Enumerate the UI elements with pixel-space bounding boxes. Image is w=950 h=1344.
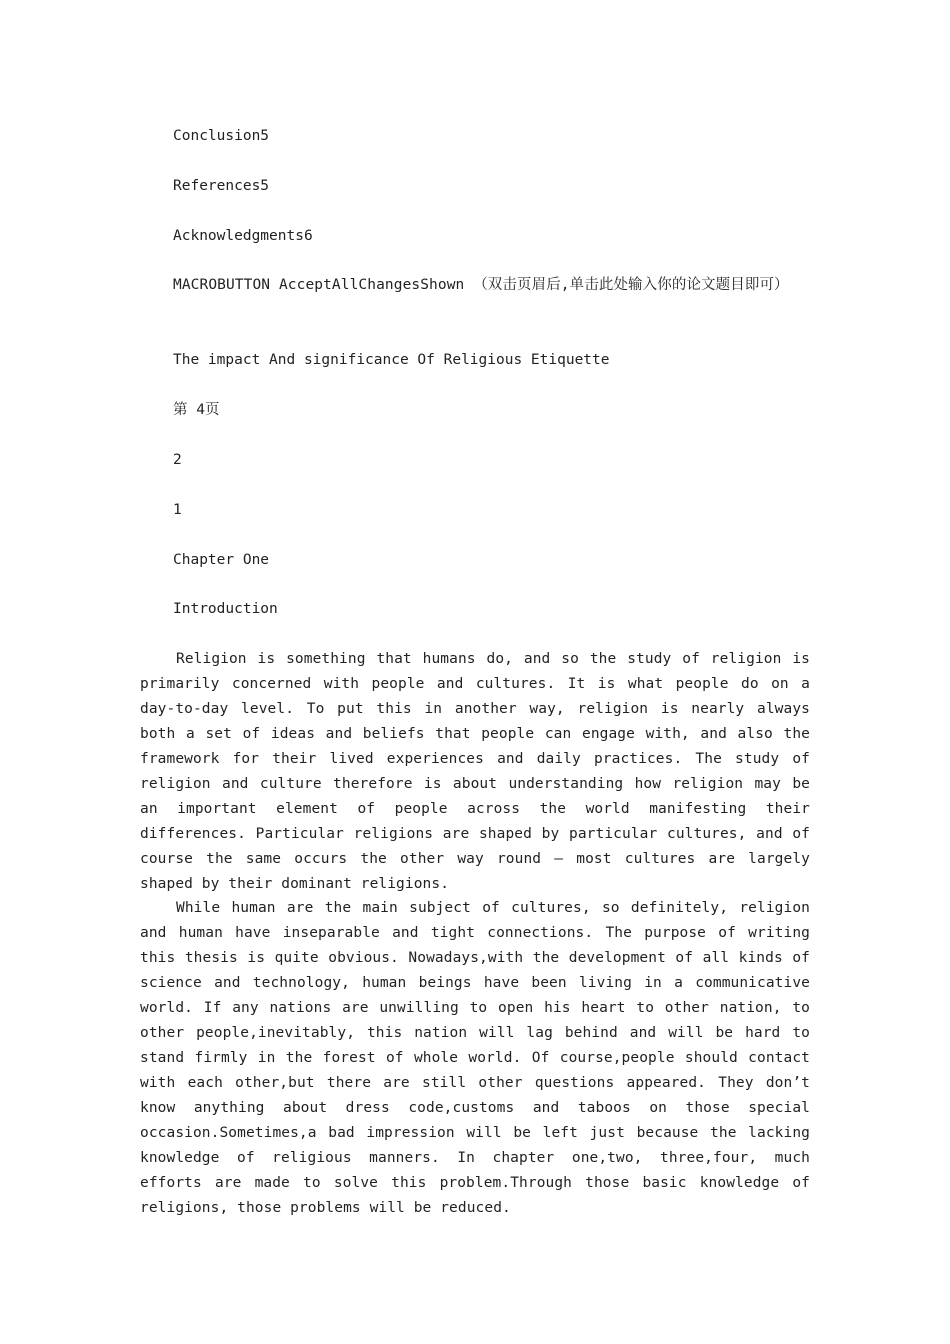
chapter-label: Chapter One: [173, 552, 270, 568]
chapter-title: Introduction: [173, 601, 278, 617]
toc-entry-references: References5: [173, 178, 270, 194]
stray-number: 1: [173, 502, 182, 518]
body-paragraph: While human are the main subject of cultures, so definitely, religion and human have inseparable and tight connections. The purpose of writing this thesis is quite obvious. Nowadays,with the development of all kinds of science and technology, human beings have been living in a communicative world. If any nations are unwilling to open his heart to other nation, to other people,inevitably, this nation will lag behind and will be hard to stand firmly in the forest of whole world. Of course,people should contact with each other,but there are still other questions appeared. They don’t know anything about dress code,customs and taboos on those special occasion.Sometimes,a bad impression will be left just because the lacking knowledge of religious manners. In chapter one,two, three,four, much efforts are made to solve this problem.Through those basic knowledge of religions, those problems will be reduced.: [140, 900, 810, 1216]
stray-number: 2: [173, 452, 182, 468]
toc-entry-conclusion: Conclusion5: [173, 128, 270, 144]
body-paragraph: Religion is something that humans do, and so the study of religion is primarily concerned with people and cultures. It is what people do on a day-to-day level. To put this in another way, religion is nearly always both a set of ideas and beliefs that people can engage with, and also the framework for their lived experiences and daily practices. The study of religion and culture therefore is about understanding how religion may be an important element of people across the world manifesting their differences. Particular religions are shaped by particular cultures, and of course the same occurs the other way round – most cultures are largely shaped by their dominant religions.: [140, 651, 810, 892]
page-number-label: 第 4页: [173, 402, 220, 418]
toc-entry-acknowledgments: Acknowledgments6: [173, 228, 313, 244]
running-header-title: The impact And significance Of Religious Etiquette: [173, 352, 610, 368]
macrobutton-field: MACROBUTTON AcceptAllChangesShown （双击页眉后,单击此处输入你的论文题目即可）: [173, 277, 789, 293]
